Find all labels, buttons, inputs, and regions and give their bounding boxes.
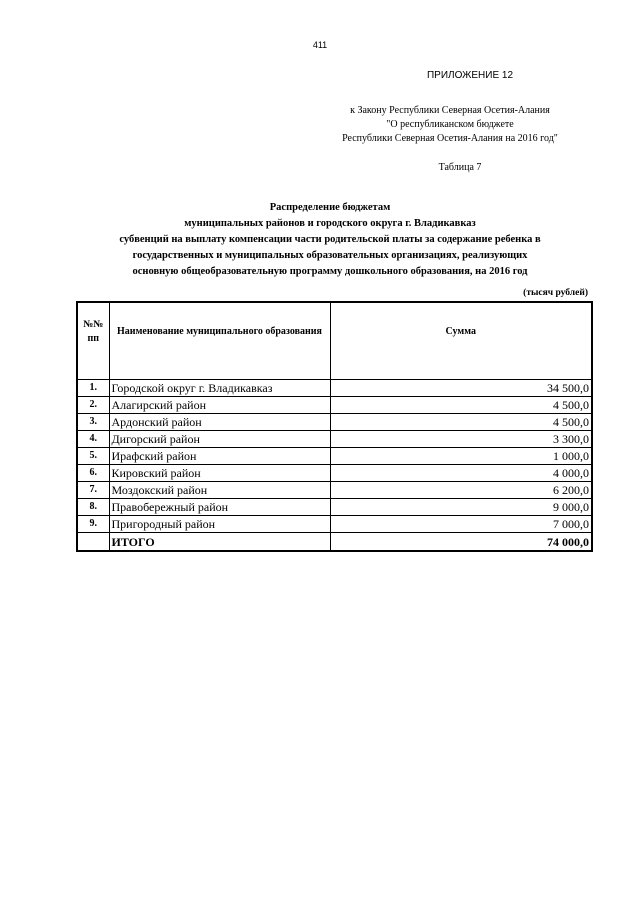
- table-label: Таблица 7: [438, 162, 482, 173]
- law-reference-line: Республики Северная Осетия-Алания на 2016 год": [342, 133, 558, 144]
- table-row: [77, 397, 592, 414]
- row-name: Ардонский район: [109, 414, 330, 431]
- header-spacer-row: [77, 361, 592, 380]
- spacer-cell: [109, 361, 330, 380]
- document-title: [40, 200, 620, 280]
- row-amount: 4 500,0: [330, 414, 592, 431]
- row-number: 1.: [77, 380, 109, 397]
- title-line: Распределение бюджетам: [269, 202, 391, 213]
- row-number: 6.: [77, 465, 109, 482]
- row-number: 3.: [77, 414, 109, 431]
- row-amount: 6 200,0: [330, 482, 592, 499]
- row-name: Городской округ г. Владикавказ: [109, 380, 330, 397]
- appendix-title: ПРИЛОЖЕНИЕ 12: [426, 70, 514, 81]
- row-amount: 1 000,0: [330, 448, 592, 465]
- row-number: 8.: [77, 499, 109, 516]
- row-name: Дигорский район: [109, 431, 330, 448]
- table-row: [77, 431, 592, 448]
- total-row: [77, 533, 592, 552]
- row-name: Алагирский район: [109, 397, 330, 414]
- table-row: [77, 465, 592, 482]
- row-number: 4.: [77, 431, 109, 448]
- row-amount: 3 300,0: [330, 431, 592, 448]
- row-name: Правобережный район: [109, 499, 330, 516]
- table-row: [77, 380, 592, 397]
- row-number: 2.: [77, 397, 109, 414]
- title-line: основную общеобразовательную программу дошкольного образования, на 2016 год: [132, 266, 528, 277]
- table-header-row: [77, 302, 592, 361]
- total-number-cell: [77, 533, 109, 552]
- total-amount: 74 000,0: [330, 533, 592, 552]
- title-line: муниципальных районов и городского округа г. Владикавказ: [184, 218, 476, 229]
- row-number: 5.: [77, 448, 109, 465]
- law-reference-line: к Закону Республики Северная Осетия-Алания: [350, 105, 550, 116]
- row-number: 7.: [77, 482, 109, 499]
- header-number: №№ пп: [77, 302, 109, 361]
- row-amount: 7 000,0: [330, 516, 592, 533]
- spacer-cell: [77, 361, 109, 380]
- law-reference: [300, 104, 600, 146]
- table-row: [77, 448, 592, 465]
- row-name: Пригородный район: [109, 516, 330, 533]
- row-name: Кировский район: [109, 465, 330, 482]
- row-amount: 9 000,0: [330, 499, 592, 516]
- total-label: ИТОГО: [109, 533, 330, 552]
- row-name: Ирафский район: [109, 448, 330, 465]
- table-row: [77, 499, 592, 516]
- budget-table: [76, 301, 593, 552]
- header-name: Наименование муниципального образования: [109, 302, 330, 361]
- row-name: Моздокский район: [109, 482, 330, 499]
- units-label: (тысяч рублей): [523, 288, 588, 298]
- row-number: 9.: [77, 516, 109, 533]
- row-amount: 34 500,0: [330, 380, 592, 397]
- title-line: государственных и муниципальных образовательных организациях, реализующих: [132, 250, 528, 261]
- law-reference-line: "О республиканском бюджете: [386, 119, 514, 130]
- table-row: [77, 482, 592, 499]
- table-row: [77, 516, 592, 533]
- title-line: субвенций на выплату компенсации части родительской платы за содержание ребенка в: [119, 234, 541, 245]
- table-row: [77, 414, 592, 431]
- spacer-cell: [330, 361, 592, 380]
- page-number: 411: [312, 40, 328, 50]
- header-amount: Сумма: [330, 302, 592, 361]
- row-amount: 4 000,0: [330, 465, 592, 482]
- row-amount: 4 500,0: [330, 397, 592, 414]
